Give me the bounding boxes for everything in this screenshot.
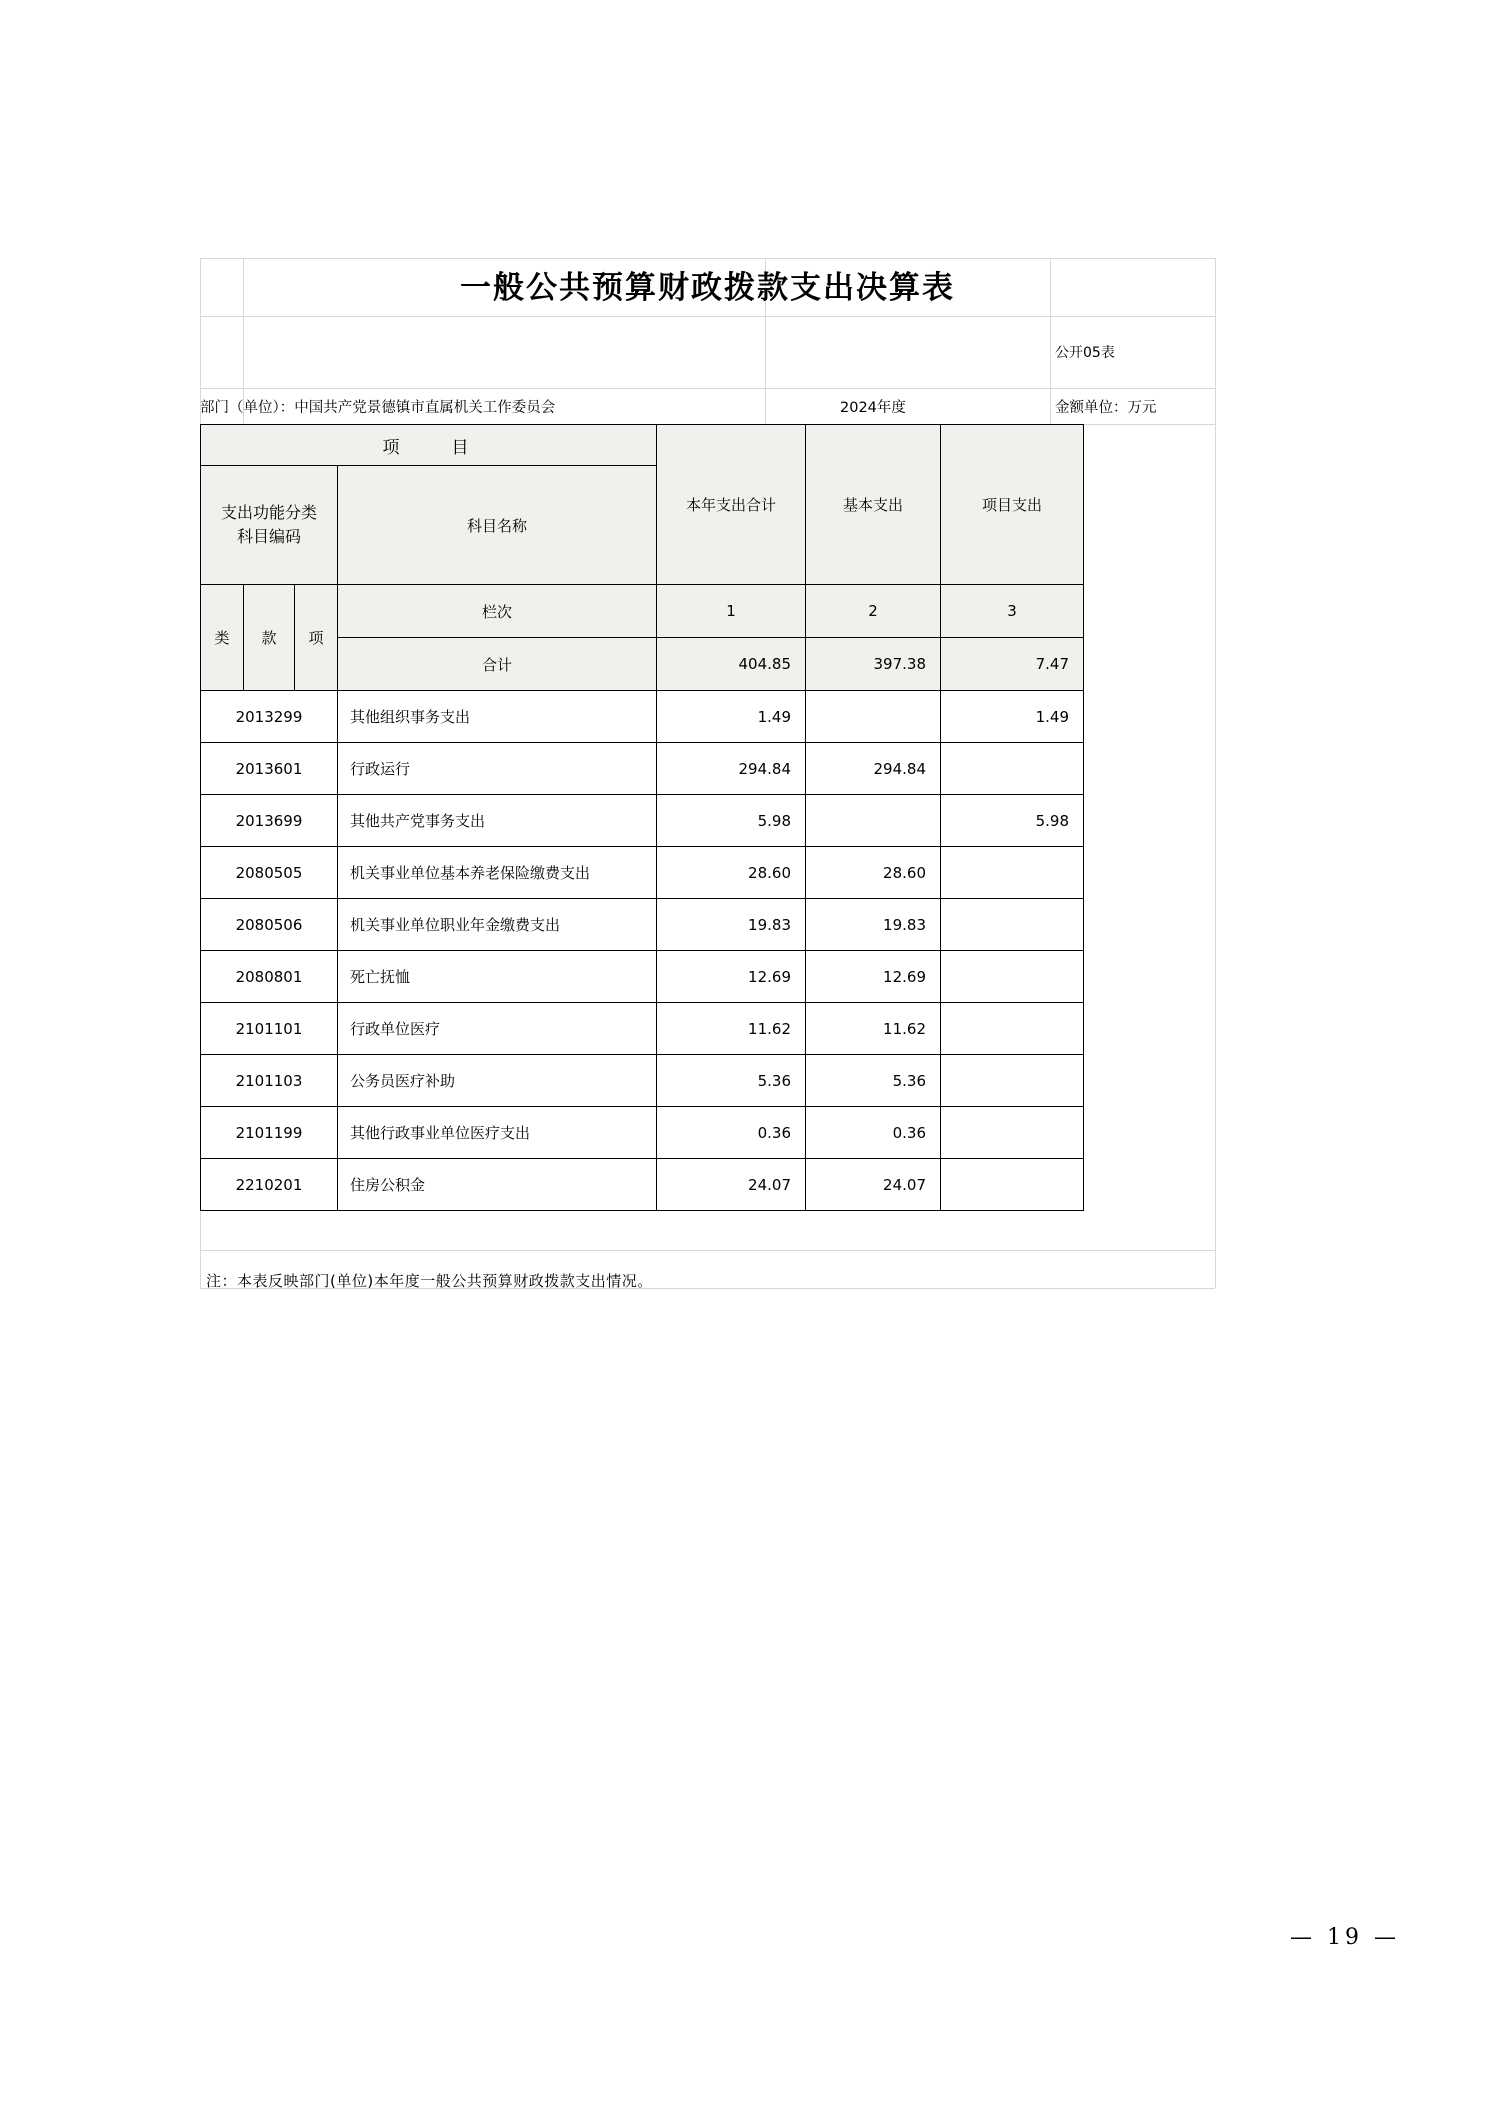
page-number: — 19 — (1290, 1925, 1400, 1950)
row-basic (806, 691, 941, 743)
header-xiang: 项 (295, 585, 338, 691)
row-project (941, 951, 1084, 1003)
header-kuan: 款 (244, 585, 295, 691)
row-basic: 5.36 (806, 1055, 941, 1107)
table-row (201, 795, 1084, 847)
frame-line (200, 316, 1215, 317)
row-name: 住房公积金 (338, 1159, 657, 1211)
row-code: 2013699 (201, 795, 338, 847)
header-column-index-label: 栏次 (338, 585, 657, 638)
table-row (201, 743, 1084, 795)
header-subject-code-line1: 支出功能分类 (220, 503, 317, 522)
header-subject-code-line2: 科目编码 (236, 527, 301, 546)
table-row (201, 691, 1084, 743)
row-total: 19.83 (657, 899, 806, 951)
table-row (201, 951, 1084, 1003)
sheet-code-label: 公开05表 (1055, 345, 1115, 361)
row-project: 5.98 (941, 795, 1084, 847)
header-item-group: 项 目 (201, 425, 657, 466)
header-subject-code (201, 466, 338, 585)
total-value-project: 7.47 (941, 638, 1084, 691)
row-code: 2013601 (201, 743, 338, 795)
row-code: 2013299 (201, 691, 338, 743)
row-code: 2080505 (201, 847, 338, 899)
header-project: 项目支出 (941, 425, 1084, 585)
row-basic (806, 795, 941, 847)
row-name: 公务员医疗补助 (338, 1055, 657, 1107)
department-label: 部门（单位）：中国共产党景德镇市直属机关工作委员会 (200, 400, 556, 416)
row-total: 28.60 (657, 847, 806, 899)
frame-line (200, 388, 1215, 389)
row-basic: 294.84 (806, 743, 941, 795)
row-total: 294.84 (657, 743, 806, 795)
row-name: 机关事业单位职业年金缴费支出 (338, 899, 657, 951)
row-code: 2101101 (201, 1003, 338, 1055)
row-name: 机关事业单位基本养老保险缴费支出 (338, 847, 657, 899)
row-name: 其他共产党事务支出 (338, 795, 657, 847)
amount-unit-label: 金额单位：万元 (1055, 400, 1157, 416)
row-basic: 19.83 (806, 899, 941, 951)
row-code: 2080506 (201, 899, 338, 951)
row-project (941, 847, 1084, 899)
row-code: 2080801 (201, 951, 338, 1003)
table-row (201, 1107, 1084, 1159)
row-name: 其他组织事务支出 (338, 691, 657, 743)
row-code: 2101103 (201, 1055, 338, 1107)
table-row (201, 1055, 1084, 1107)
row-project (941, 1107, 1084, 1159)
row-project (941, 743, 1084, 795)
table-row (201, 847, 1084, 899)
row-total: 0.36 (657, 1107, 806, 1159)
row-name: 死亡抚恤 (338, 951, 657, 1003)
row-basic: 12.69 (806, 951, 941, 1003)
row-total: 5.98 (657, 795, 806, 847)
header-basic: 基本支出 (806, 425, 941, 585)
page-title: 一般公共预算财政拨款支出决算表 (460, 270, 955, 306)
table-subheader-row (201, 585, 1084, 638)
row-basic: 11.62 (806, 1003, 941, 1055)
row-name: 行政单位医疗 (338, 1003, 657, 1055)
table-row (201, 1159, 1084, 1211)
header-subject-name: 科目名称 (338, 466, 657, 585)
budget-expenditure-table (200, 424, 1084, 1211)
row-code: 2210201 (201, 1159, 338, 1211)
row-total: 24.07 (657, 1159, 806, 1211)
row-basic: 28.60 (806, 847, 941, 899)
row-total: 11.62 (657, 1003, 806, 1055)
meta-row (200, 396, 1215, 422)
row-name: 行政运行 (338, 743, 657, 795)
header-lei: 类 (201, 585, 244, 691)
row-project: 1.49 (941, 691, 1084, 743)
frame-line (200, 1250, 1215, 1251)
table-row (201, 899, 1084, 951)
total-value-total: 404.85 (657, 638, 806, 691)
frame-line (200, 258, 1215, 259)
header-column-index-2: 2 (806, 585, 941, 638)
table-header-group-row (201, 425, 1084, 466)
row-total: 1.49 (657, 691, 806, 743)
row-basic: 24.07 (806, 1159, 941, 1211)
row-project (941, 899, 1084, 951)
fiscal-year-label: 2024年度 (840, 400, 906, 416)
header-column-index-1: 1 (657, 585, 806, 638)
row-project (941, 1003, 1084, 1055)
row-basic: 0.36 (806, 1107, 941, 1159)
table-footnote: 注：本表反映部门(单位)本年度一般公共预算财政拨款支出情况。 (206, 1272, 653, 1290)
header-column-index-3: 3 (941, 585, 1084, 638)
total-value-basic: 397.38 (806, 638, 941, 691)
header-total: 本年支出合计 (657, 425, 806, 585)
frame-line (1215, 258, 1216, 1288)
total-label: 合计 (338, 638, 657, 691)
row-total: 12.69 (657, 951, 806, 1003)
row-name: 其他行政事业单位医疗支出 (338, 1107, 657, 1159)
row-code: 2101199 (201, 1107, 338, 1159)
row-project (941, 1055, 1084, 1107)
table-row (201, 1003, 1084, 1055)
row-project (941, 1159, 1084, 1211)
row-total: 5.36 (657, 1055, 806, 1107)
